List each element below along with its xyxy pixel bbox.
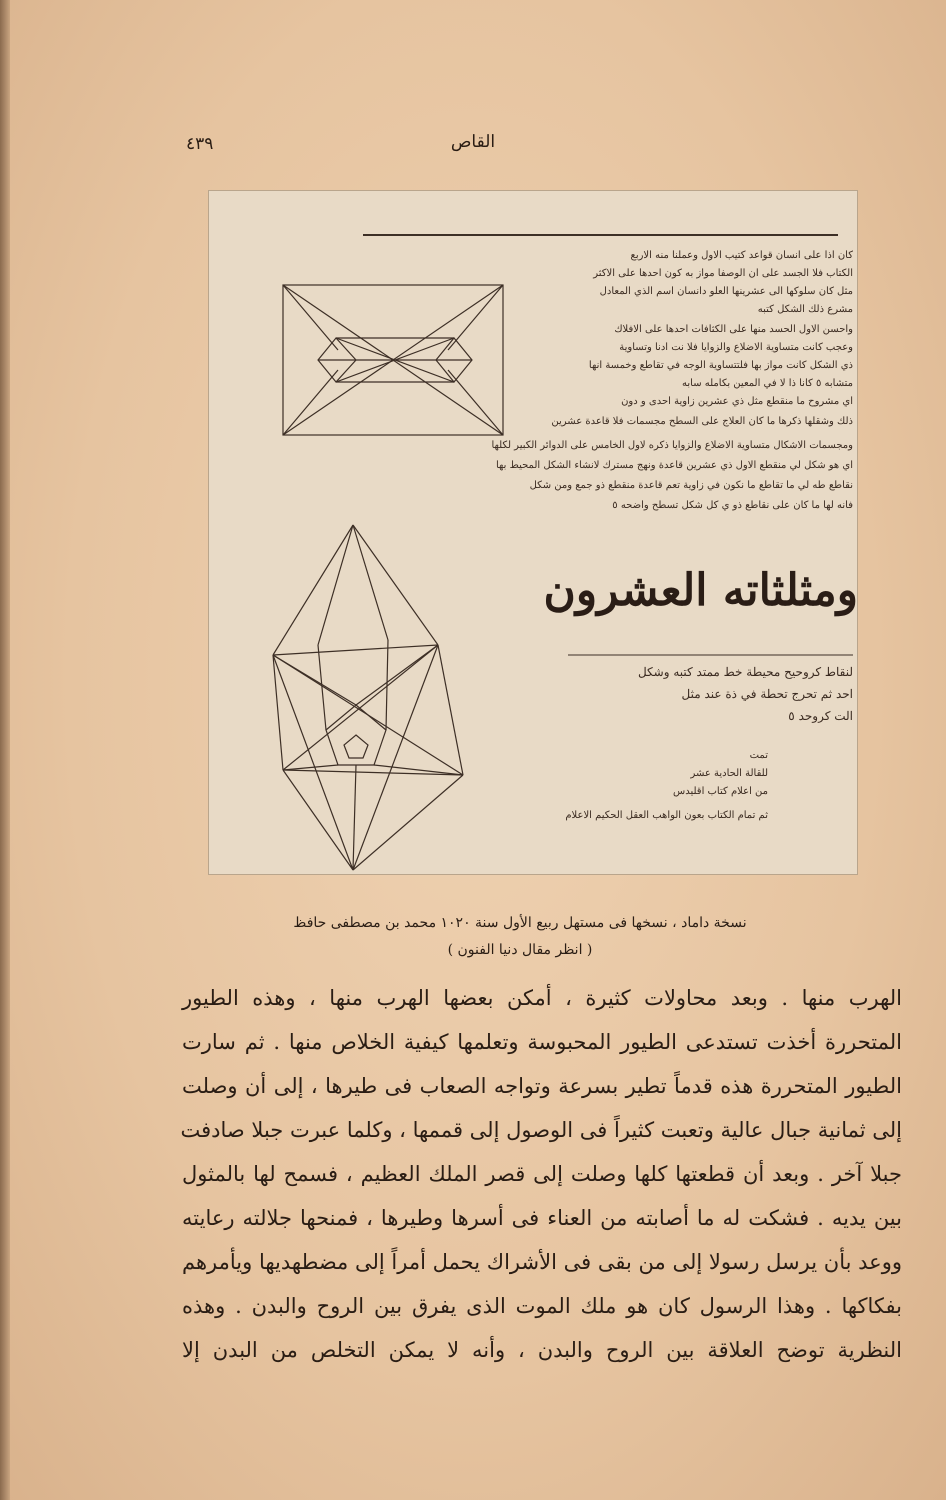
body-text-line: ووعد بأن يرسل رسولا إلى من بقى فى الأشراك يحمل أمراً إلى مضطهديها ويأمرهم [182, 1250, 902, 1274]
page-number: ٤٣٩ [186, 134, 214, 154]
body-text-line: الهرب منها . وبعد محاولات كثيرة ، أمكن بعضها الهرب منها ، وهذه الطيور [182, 986, 902, 1010]
manuscript-line: من اعلام كتاب اقليدس [673, 786, 768, 797]
rectangle-diagram [283, 285, 503, 435]
manuscript-line: ذي الشكل كانت مواز بها فلتتساوية الوجه في تقاطع وخمسة انها [588, 360, 853, 371]
manuscript-line: ثم تمام الكتاب بعون الواهب العقل الحكيم الاعلام [565, 810, 768, 821]
manuscript-line: ذلك وشقلها ذكرها ما كان العلاج على السطح مجسمات فلا قاعدة عشرين [551, 416, 853, 427]
manuscript-plate [208, 190, 858, 875]
body-text-line: الطيور المتحررة هذه قدماً تطير بسرعة وتواجه الصعاب فى طيرها ، إلى أن وصلت [182, 1074, 902, 1098]
running-header-title: القاص [450, 132, 496, 152]
body-text-line: بفكاكها . وهذا الرسول كان هو ملك الموت الذى يفرق بين الروح والبدن . وهذه [182, 1294, 902, 1318]
manuscript-line: كان اذا على انسان قواعد كتيب الاول وعملنا منه الاربع [630, 250, 853, 261]
body-text-line: جبلا آخر . وبعد أن قطعتها كلها وصلت إلى قصر الملك العظيم ، فسمح لها بالمثول [182, 1162, 902, 1186]
manuscript-line: تمت [749, 750, 768, 761]
body-text-line: بين يديه . فشكت له ما أصابته من العناء فى أسرها وطيرها ، فمنحها جلالته رعايته [182, 1206, 902, 1230]
manuscript-line: مشرع ذلك الشكل كتبه [757, 304, 853, 315]
manuscript-line: ومجسمات الاشكال متساوية الاضلاع والزوايا ذكره لاول الخامس على الدوائر الكبير لكلها [491, 440, 853, 451]
manuscript-line: اي هو شكل لي منقطع الاول ذي عشرين قاعدة ونهج مسترك لانشاء الشكل المحيط بها [495, 460, 853, 471]
body-text-line: النظرية توضح العلاقة بين الروح والبدن ، وأنه لا يمكن التخلص من البدن إلا [182, 1338, 902, 1362]
manuscript-title: ومثلثاته العشرون [543, 565, 858, 616]
manuscript-line: الت كروحد ٥ [788, 709, 853, 723]
body-text-line: إلى ثمانية جبال عالية وتعبت كثيراً فى الوصول إلى قممها ، وكلما عبرت جبلا صادفت [180, 1118, 902, 1142]
manuscript-line: الكتاب فلا الجسد على ان الوصفا مواز به كون احدها على الاكثر [593, 268, 853, 279]
manuscript-line: فانه لها ما كان على نقاطع ذو ي كل شكل تسطح واضحه ٥ [612, 500, 853, 511]
figure-caption-reference: ( انظر مقال دنيا الفنون ) [447, 942, 593, 958]
manuscript-line: مثل كان سلوكها الى عشرينها العلو دانسان اسم الذي المعادل [599, 286, 853, 297]
figure-caption: نسخة داماد ، نسخها فى مستهل ربيع الأول سنة ١٠٢٠ محمد بن مصطفى حافظ [293, 915, 747, 931]
manuscript-line: نقاطع طه لي ما تقاطع ما نكون في زاوية تعم قاعدة منقطع ذو جمع ومن شكل [529, 480, 853, 491]
manuscript-line: وعجب كانت متساوية الاضلاع والزوايا فلا نت ادنا وتساوية [619, 342, 853, 353]
manuscript-line: للقالة الحادية عشر [690, 768, 768, 779]
manuscript-line: اي مشروح ما منقطع مثل ذي عشرين زاوية احدى و دون [621, 396, 853, 407]
manuscript-line: متشابه ٥ كانا ذا لا في المعين بكامله سابه [682, 378, 853, 389]
manuscript-line: احد ثم تحرج تحطة في ذة عند مثل [681, 687, 853, 701]
manuscript-line: واحسن الاول الحسد منها على الكثافات احدها على الافلاك [614, 324, 853, 335]
body-text-line: المتحررة أخذت تستدعى الطيور المحبوسة وتعلمها كيفية الخلاص منها . ثم سارت [182, 1030, 902, 1054]
icosahedron-diagram [273, 525, 463, 870]
manuscript-line: لنقاط كروحيح محيطة خط ممتد كتبه وشكل [637, 665, 853, 679]
book-spine-shadow [0, 0, 10, 1500]
